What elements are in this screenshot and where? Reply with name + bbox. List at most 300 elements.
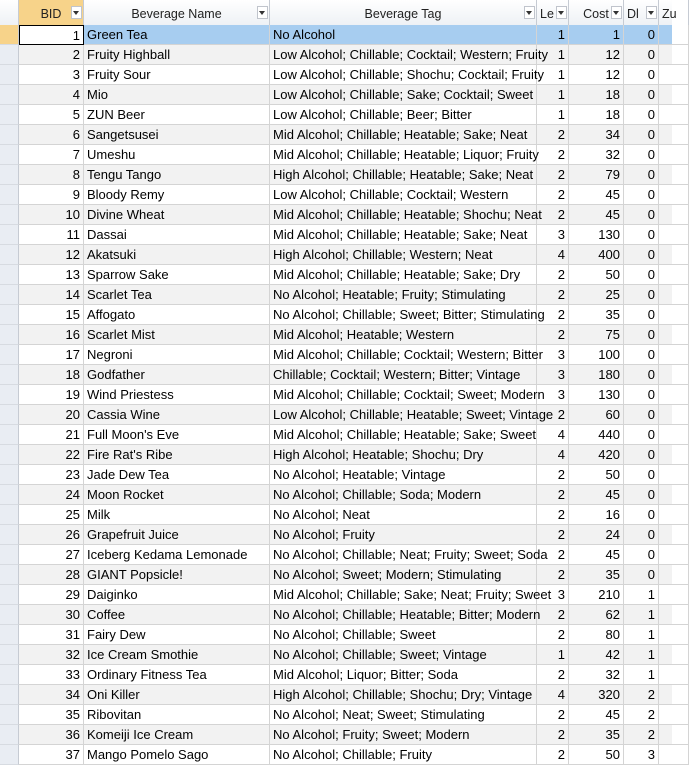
cell-name[interactable]: Iceberg Kedama Lemonade xyxy=(84,545,270,565)
cell-name[interactable]: Divine Wheat xyxy=(84,205,270,225)
cell-cost[interactable]: 50 xyxy=(569,745,624,765)
table-row[interactable] xyxy=(0,745,672,765)
table-row[interactable] xyxy=(0,725,672,745)
cell-bid[interactable]: 2 xyxy=(19,45,84,65)
cell-zu[interactable] xyxy=(659,125,689,145)
record-selector[interactable] xyxy=(0,365,19,385)
cell-tag[interactable]: No Alcohol xyxy=(270,25,537,45)
cell-name[interactable]: Scarlet Tea xyxy=(84,285,270,305)
cell-name[interactable]: Mango Pomelo Sago xyxy=(84,745,270,765)
cell-tag[interactable]: Chillable; Cocktail; Western; Bitter; Vintage xyxy=(270,365,537,385)
cell-le[interactable]: 1 xyxy=(537,645,569,665)
cell-le[interactable]: 2 xyxy=(537,185,569,205)
cell-cost[interactable]: 18 xyxy=(569,105,624,125)
cell-le[interactable]: 2 xyxy=(537,405,569,425)
column-header-bid[interactable] xyxy=(19,0,84,25)
cell-dl[interactable]: 0 xyxy=(624,505,659,525)
cell-zu[interactable] xyxy=(659,25,689,45)
cell-bid[interactable]: 14 xyxy=(19,285,84,305)
record-selector[interactable] xyxy=(0,285,19,305)
cell-le[interactable]: 2 xyxy=(537,605,569,625)
cell-name[interactable]: Fruity Sour xyxy=(84,65,270,85)
cell-bid[interactable]: 35 xyxy=(19,705,84,725)
cell-le[interactable]: 4 xyxy=(537,245,569,265)
cell-dl[interactable]: 3 xyxy=(624,745,659,765)
table-row[interactable] xyxy=(0,345,672,365)
cell-cost[interactable]: 420 xyxy=(569,445,624,465)
cell-le[interactable]: 2 xyxy=(537,285,569,305)
cell-bid[interactable]: 13 xyxy=(19,265,84,285)
column-header-le[interactable] xyxy=(537,0,569,25)
cell-le[interactable]: 2 xyxy=(537,325,569,345)
cell-zu[interactable] xyxy=(659,185,689,205)
cell-le[interactable]: 1 xyxy=(537,25,569,45)
cell-le[interactable]: 3 xyxy=(537,365,569,385)
cell-dl[interactable]: 2 xyxy=(624,725,659,745)
cell-zu[interactable] xyxy=(659,265,689,285)
cell-bid[interactable]: 34 xyxy=(19,685,84,705)
cell-bid[interactable]: 5 xyxy=(19,105,84,125)
cell-name[interactable]: Wind Priestess xyxy=(84,385,270,405)
record-selector[interactable] xyxy=(0,545,19,565)
table-row[interactable] xyxy=(0,545,672,565)
cell-name[interactable]: GIANT Popsicle! xyxy=(84,565,270,585)
record-selector[interactable] xyxy=(0,205,19,225)
cell-bid[interactable]: 31 xyxy=(19,625,84,645)
cell-bid[interactable]: 24 xyxy=(19,485,84,505)
table-row[interactable] xyxy=(0,45,672,65)
table-row[interactable] xyxy=(0,425,672,445)
cell-zu[interactable] xyxy=(659,165,689,185)
cell-dl[interactable]: 0 xyxy=(624,205,659,225)
table-row[interactable] xyxy=(0,585,672,605)
cell-dl[interactable]: 1 xyxy=(624,625,659,645)
cell-tag[interactable]: Mid Alcohol; Chillable; Heatable; Sake; Neat xyxy=(270,225,537,245)
record-selector[interactable] xyxy=(0,185,19,205)
cell-cost[interactable]: 75 xyxy=(569,325,624,345)
cell-name[interactable]: ZUN Beer xyxy=(84,105,270,125)
table-row[interactable] xyxy=(0,105,672,125)
cell-cost[interactable]: 50 xyxy=(569,265,624,285)
cell-tag[interactable]: High Alcohol; Chillable; Shochu; Dry; Vintage xyxy=(270,685,537,705)
cell-name[interactable]: Sparrow Sake xyxy=(84,265,270,285)
cell-bid[interactable]: 23 xyxy=(19,465,84,485)
cell-dl[interactable]: 2 xyxy=(624,685,659,705)
cell-dl[interactable]: 0 xyxy=(624,45,659,65)
cell-bid[interactable]: 36 xyxy=(19,725,84,745)
cell-dl[interactable]: 0 xyxy=(624,85,659,105)
cell-bid[interactable]: 22 xyxy=(19,445,84,465)
cell-name[interactable]: Grapefruit Juice xyxy=(84,525,270,545)
chevron-down-icon[interactable] xyxy=(556,6,567,19)
record-selector[interactable] xyxy=(0,145,19,165)
cell-name[interactable]: Fruity Highball xyxy=(84,45,270,65)
cell-cost[interactable]: 12 xyxy=(569,65,624,85)
chevron-down-icon[interactable] xyxy=(646,6,657,19)
cell-zu[interactable] xyxy=(659,725,689,745)
cell-zu[interactable] xyxy=(659,505,689,525)
table-row[interactable] xyxy=(0,565,672,585)
cell-bid[interactable]: 20 xyxy=(19,405,84,425)
cell-dl[interactable]: 0 xyxy=(624,285,659,305)
table-row[interactable] xyxy=(0,225,672,245)
cell-bid[interactable]: 15 xyxy=(19,305,84,325)
cell-zu[interactable] xyxy=(659,345,689,365)
cell-dl[interactable]: 1 xyxy=(624,585,659,605)
cell-dl[interactable]: 0 xyxy=(624,565,659,585)
cell-cost[interactable]: 45 xyxy=(569,205,624,225)
cell-le[interactable]: 2 xyxy=(537,565,569,585)
cell-cost[interactable]: 62 xyxy=(569,605,624,625)
cell-zu[interactable] xyxy=(659,465,689,485)
cell-tag[interactable]: Low Alcohol; Chillable; Heatable; Sweet; Vintage xyxy=(270,405,537,425)
cell-bid[interactable]: 16 xyxy=(19,325,84,345)
cell-dl[interactable]: 0 xyxy=(624,345,659,365)
cell-cost[interactable]: 180 xyxy=(569,365,624,385)
cell-dl[interactable]: 1 xyxy=(624,605,659,625)
record-selector[interactable] xyxy=(0,125,19,145)
table-row[interactable] xyxy=(0,385,672,405)
cell-cost[interactable]: 400 xyxy=(569,245,624,265)
table-row[interactable] xyxy=(0,245,672,265)
record-selector[interactable] xyxy=(0,225,19,245)
cell-tag[interactable]: No Alcohol; Fruity; Sweet; Modern xyxy=(270,725,537,745)
cell-cost[interactable]: 45 xyxy=(569,485,624,505)
cell-zu[interactable] xyxy=(659,305,689,325)
cell-cost[interactable]: 100 xyxy=(569,345,624,365)
cell-le[interactable]: 2 xyxy=(537,305,569,325)
record-selector[interactable] xyxy=(0,265,19,285)
cell-name[interactable]: Mio xyxy=(84,85,270,105)
cell-name[interactable]: Ribovitan xyxy=(84,705,270,725)
cell-le[interactable]: 4 xyxy=(537,425,569,445)
table-row[interactable] xyxy=(0,485,672,505)
cell-zu[interactable] xyxy=(659,485,689,505)
cell-name[interactable]: Fire Rat's Ribe xyxy=(84,445,270,465)
cell-le[interactable]: 2 xyxy=(537,725,569,745)
cell-name[interactable]: Affogato xyxy=(84,305,270,325)
column-header-zu[interactable] xyxy=(659,0,689,25)
record-selector[interactable] xyxy=(0,425,19,445)
cell-le[interactable]: 2 xyxy=(537,125,569,145)
cell-tag[interactable]: Mid Alcohol; Chillable; Heatable; Sake; Sweet xyxy=(270,425,537,445)
cell-bid[interactable]: 1 xyxy=(19,25,84,45)
cell-cost[interactable]: 42 xyxy=(569,645,624,665)
cell-cost[interactable]: 45 xyxy=(569,705,624,725)
cell-name[interactable]: Jade Dew Tea xyxy=(84,465,270,485)
cell-zu[interactable] xyxy=(659,385,689,405)
cell-bid[interactable]: 7 xyxy=(19,145,84,165)
cell-zu[interactable] xyxy=(659,45,689,65)
table-row[interactable] xyxy=(0,25,672,45)
cell-tag[interactable]: Mid Alcohol; Chillable; Heatable; Sake; Dry xyxy=(270,265,537,285)
cell-zu[interactable] xyxy=(659,685,689,705)
cell-zu[interactable] xyxy=(659,625,689,645)
cell-bid[interactable]: 29 xyxy=(19,585,84,605)
cell-dl[interactable]: 0 xyxy=(624,305,659,325)
cell-le[interactable]: 2 xyxy=(537,745,569,765)
cell-zu[interactable] xyxy=(659,325,689,345)
cell-le[interactable]: 3 xyxy=(537,585,569,605)
cell-zu[interactable] xyxy=(659,525,689,545)
cell-bid[interactable]: 27 xyxy=(19,545,84,565)
cell-le[interactable]: 2 xyxy=(537,485,569,505)
chevron-down-icon[interactable] xyxy=(611,6,622,19)
table-row[interactable] xyxy=(0,125,672,145)
cell-name[interactable]: Dassai xyxy=(84,225,270,245)
cell-dl[interactable]: 0 xyxy=(624,325,659,345)
cell-name[interactable]: Tengu Tango xyxy=(84,165,270,185)
cell-dl[interactable]: 0 xyxy=(624,105,659,125)
record-selector[interactable] xyxy=(0,245,19,265)
cell-name[interactable]: Oni Killer xyxy=(84,685,270,705)
cell-bid[interactable]: 26 xyxy=(19,525,84,545)
cell-tag[interactable]: No Alcohol; Neat xyxy=(270,505,537,525)
cell-name[interactable]: Akatsuki xyxy=(84,245,270,265)
cell-cost[interactable]: 12 xyxy=(569,45,624,65)
cell-zu[interactable] xyxy=(659,85,689,105)
cell-le[interactable]: 3 xyxy=(537,225,569,245)
table-row[interactable] xyxy=(0,145,672,165)
cell-dl[interactable]: 0 xyxy=(624,465,659,485)
record-selector[interactable] xyxy=(0,65,19,85)
cell-le[interactable]: 2 xyxy=(537,205,569,225)
cell-cost[interactable]: 24 xyxy=(569,525,624,545)
cell-cost[interactable]: 60 xyxy=(569,405,624,425)
column-header-beverage-name[interactable] xyxy=(84,0,270,25)
cell-cost[interactable]: 16 xyxy=(569,505,624,525)
table-row[interactable] xyxy=(0,445,672,465)
cell-dl[interactable]: 0 xyxy=(624,65,659,85)
cell-le[interactable]: 4 xyxy=(537,685,569,705)
record-selector[interactable] xyxy=(0,525,19,545)
table-row[interactable] xyxy=(0,405,672,425)
cell-zu[interactable] xyxy=(659,405,689,425)
cell-dl[interactable]: 0 xyxy=(624,145,659,165)
cell-name[interactable]: Daiginko xyxy=(84,585,270,605)
cell-zu[interactable] xyxy=(659,285,689,305)
cell-tag[interactable]: Low Alcohol; Chillable; Shochu; Cocktail; Fruity xyxy=(270,65,537,85)
table-row[interactable] xyxy=(0,265,672,285)
cell-tag[interactable]: Mid Alcohol; Chillable; Sake; Neat; Fruity; Sweet xyxy=(270,585,537,605)
cell-tag[interactable]: Low Alcohol; Chillable; Cocktail; Western; Fruity xyxy=(270,45,537,65)
cell-name[interactable]: Bloody Remy xyxy=(84,185,270,205)
cell-dl[interactable]: 2 xyxy=(624,705,659,725)
cell-cost[interactable]: 130 xyxy=(569,225,624,245)
cell-zu[interactable] xyxy=(659,105,689,125)
table-row[interactable] xyxy=(0,85,672,105)
cell-le[interactable]: 1 xyxy=(537,45,569,65)
cell-bid[interactable]: 18 xyxy=(19,365,84,385)
cell-le[interactable]: 2 xyxy=(537,705,569,725)
cell-zu[interactable] xyxy=(659,645,689,665)
record-selector[interactable] xyxy=(0,645,19,665)
cell-dl[interactable]: 0 xyxy=(624,485,659,505)
cell-le[interactable]: 2 xyxy=(537,505,569,525)
cell-bid[interactable]: 17 xyxy=(19,345,84,365)
cell-cost[interactable]: 50 xyxy=(569,465,624,485)
select-all-corner[interactable] xyxy=(0,0,19,25)
cell-dl[interactable]: 0 xyxy=(624,405,659,425)
cell-cost[interactable]: 18 xyxy=(569,85,624,105)
cell-le[interactable]: 2 xyxy=(537,465,569,485)
cell-dl[interactable]: 0 xyxy=(624,225,659,245)
cell-zu[interactable] xyxy=(659,145,689,165)
cell-tag[interactable]: No Alcohol; Fruity xyxy=(270,525,537,545)
cell-cost[interactable]: 35 xyxy=(569,725,624,745)
cell-name[interactable]: Green Tea xyxy=(84,25,270,45)
table-row[interactable] xyxy=(0,505,672,525)
cell-le[interactable]: 1 xyxy=(537,105,569,125)
cell-le[interactable]: 2 xyxy=(537,145,569,165)
cell-le[interactable]: 1 xyxy=(537,85,569,105)
cell-le[interactable]: 3 xyxy=(537,385,569,405)
cell-zu[interactable] xyxy=(659,245,689,265)
cell-zu[interactable] xyxy=(659,425,689,445)
cell-bid[interactable]: 10 xyxy=(19,205,84,225)
record-selector[interactable] xyxy=(0,445,19,465)
cell-dl[interactable]: 0 xyxy=(624,425,659,445)
cell-tag[interactable]: No Alcohol; Chillable; Soda; Modern xyxy=(270,485,537,505)
cell-bid[interactable]: 21 xyxy=(19,425,84,445)
cell-dl[interactable]: 1 xyxy=(624,645,659,665)
cell-tag[interactable]: No Alcohol; Neat; Sweet; Stimulating xyxy=(270,705,537,725)
cell-le[interactable]: 2 xyxy=(537,665,569,685)
cell-cost[interactable]: 320 xyxy=(569,685,624,705)
cell-le[interactable]: 2 xyxy=(537,165,569,185)
table-row[interactable] xyxy=(0,605,672,625)
cell-bid[interactable]: 6 xyxy=(19,125,84,145)
cell-tag[interactable]: Mid Alcohol; Chillable; Heatable; Shochu; Neat xyxy=(270,205,537,225)
record-selector[interactable] xyxy=(0,345,19,365)
chevron-down-icon[interactable] xyxy=(524,6,535,19)
record-selector[interactable] xyxy=(0,85,19,105)
cell-name[interactable]: Godfather xyxy=(84,365,270,385)
cell-name[interactable]: Scarlet Mist xyxy=(84,325,270,345)
cell-name[interactable]: Moon Rocket xyxy=(84,485,270,505)
record-selector[interactable] xyxy=(0,705,19,725)
column-header-dl[interactable] xyxy=(624,0,659,25)
record-selector[interactable] xyxy=(0,605,19,625)
cell-tag[interactable]: Mid Alcohol; Chillable; Heatable; Sake; Neat xyxy=(270,125,537,145)
record-selector[interactable] xyxy=(0,565,19,585)
cell-le[interactable]: 2 xyxy=(537,265,569,285)
cell-bid[interactable]: 28 xyxy=(19,565,84,585)
cell-zu[interactable] xyxy=(659,445,689,465)
record-selector[interactable] xyxy=(0,385,19,405)
record-selector[interactable] xyxy=(0,685,19,705)
cell-zu[interactable] xyxy=(659,65,689,85)
cell-dl[interactable]: 0 xyxy=(624,545,659,565)
cell-tag[interactable]: No Alcohol; Sweet; Modern; Stimulating xyxy=(270,565,537,585)
cell-dl[interactable]: 0 xyxy=(624,25,659,45)
cell-bid[interactable]: 33 xyxy=(19,665,84,685)
cell-cost[interactable]: 80 xyxy=(569,625,624,645)
cell-bid[interactable]: 30 xyxy=(19,605,84,625)
cell-dl[interactable]: 0 xyxy=(624,245,659,265)
cell-le[interactable]: 2 xyxy=(537,525,569,545)
cell-cost[interactable]: 440 xyxy=(569,425,624,445)
cell-name[interactable]: Cassia Wine xyxy=(84,405,270,425)
cell-tag[interactable]: No Alcohol; Chillable; Sweet xyxy=(270,625,537,645)
record-selector[interactable] xyxy=(0,505,19,525)
cell-tag[interactable]: No Alcohol; Chillable; Fruity xyxy=(270,745,537,765)
cell-dl[interactable]: 0 xyxy=(624,445,659,465)
cell-zu[interactable] xyxy=(659,665,689,685)
cell-cost[interactable]: 35 xyxy=(569,565,624,585)
cell-tag[interactable]: No Alcohol; Chillable; Heatable; Bitter; Modern xyxy=(270,605,537,625)
cell-tag[interactable]: No Alcohol; Heatable; Fruity; Stimulating xyxy=(270,285,537,305)
cell-dl[interactable]: 0 xyxy=(624,185,659,205)
record-selector[interactable] xyxy=(0,465,19,485)
cell-tag[interactable]: High Alcohol; Heatable; Shochu; Dry xyxy=(270,445,537,465)
cell-le[interactable]: 2 xyxy=(537,545,569,565)
cell-le[interactable]: 3 xyxy=(537,345,569,365)
cell-cost[interactable]: 34 xyxy=(569,125,624,145)
table-row[interactable] xyxy=(0,325,672,345)
cell-dl[interactable]: 0 xyxy=(624,165,659,185)
table-row[interactable] xyxy=(0,465,672,485)
cell-dl[interactable]: 0 xyxy=(624,525,659,545)
cell-bid[interactable]: 9 xyxy=(19,185,84,205)
cell-dl[interactable]: 1 xyxy=(624,665,659,685)
table-row[interactable] xyxy=(0,685,672,705)
chevron-down-icon[interactable] xyxy=(257,6,268,19)
cell-dl[interactable]: 0 xyxy=(624,265,659,285)
table-row[interactable] xyxy=(0,625,672,645)
cell-name[interactable]: Sangetsusei xyxy=(84,125,270,145)
cell-cost[interactable]: 32 xyxy=(569,665,624,685)
cell-name[interactable]: Fairy Dew xyxy=(84,625,270,645)
cell-le[interactable]: 1 xyxy=(537,65,569,85)
cell-cost[interactable]: 35 xyxy=(569,305,624,325)
record-selector[interactable] xyxy=(0,305,19,325)
cell-zu[interactable] xyxy=(659,565,689,585)
table-row[interactable] xyxy=(0,285,672,305)
cell-cost[interactable]: 210 xyxy=(569,585,624,605)
cell-cost[interactable]: 45 xyxy=(569,185,624,205)
cell-cost[interactable]: 1 xyxy=(569,25,624,45)
cell-bid[interactable]: 4 xyxy=(19,85,84,105)
cell-zu[interactable] xyxy=(659,585,689,605)
cell-bid[interactable]: 8 xyxy=(19,165,84,185)
cell-name[interactable]: Komeiji Ice Cream xyxy=(84,725,270,745)
chevron-down-icon[interactable] xyxy=(71,6,82,19)
record-selector[interactable] xyxy=(0,325,19,345)
record-selector[interactable] xyxy=(0,25,19,45)
table-row[interactable] xyxy=(0,705,672,725)
cell-name[interactable]: Ordinary Fitness Tea xyxy=(84,665,270,685)
table-row[interactable] xyxy=(0,305,672,325)
cell-tag[interactable]: Mid Alcohol; Liquor; Bitter; Soda xyxy=(270,665,537,685)
record-selector[interactable] xyxy=(0,725,19,745)
table-row[interactable] xyxy=(0,365,672,385)
record-selector[interactable] xyxy=(0,585,19,605)
record-selector[interactable] xyxy=(0,665,19,685)
column-header-cost[interactable] xyxy=(569,0,624,25)
table-row[interactable] xyxy=(0,65,672,85)
cell-zu[interactable] xyxy=(659,225,689,245)
cell-cost[interactable]: 130 xyxy=(569,385,624,405)
record-selector[interactable] xyxy=(0,625,19,645)
cell-dl[interactable]: 0 xyxy=(624,125,659,145)
record-selector[interactable] xyxy=(0,45,19,65)
cell-bid[interactable]: 3 xyxy=(19,65,84,85)
cell-tag[interactable]: Mid Alcohol; Heatable; Western xyxy=(270,325,537,345)
table-row[interactable] xyxy=(0,665,672,685)
cell-tag[interactable]: No Alcohol; Heatable; Vintage xyxy=(270,465,537,485)
cell-name[interactable]: Milk xyxy=(84,505,270,525)
